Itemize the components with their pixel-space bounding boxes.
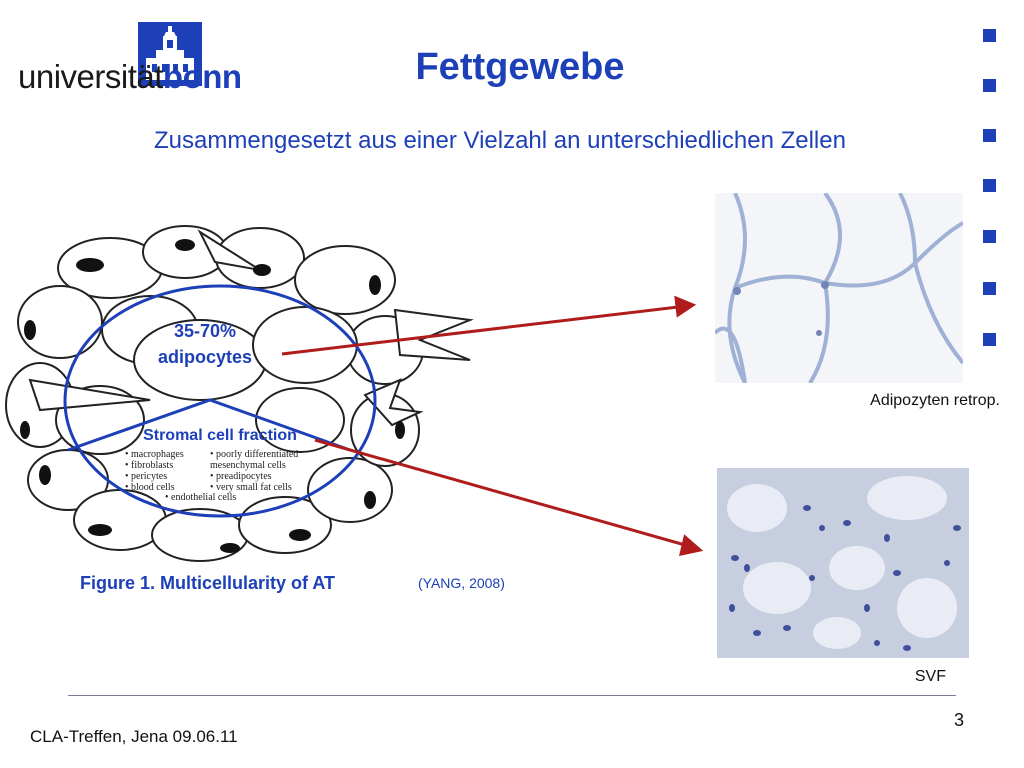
stromal-item: • very small fat cells [210, 482, 292, 493]
stromal-item: • macrophages [125, 449, 184, 460]
side-bullet-square [983, 79, 996, 92]
footer-divider [68, 695, 956, 696]
stromal-item: • fibroblasts [125, 460, 174, 471]
page-number: 3 [953, 710, 964, 730]
logo-wordmark: universitätbonn [18, 58, 242, 95]
svf-micrograph [717, 468, 969, 658]
stromal-item: • endothelial cells [165, 492, 237, 503]
arrowhead [676, 298, 693, 315]
side-bullet-square [983, 29, 996, 42]
adipocyte-micrograph [715, 193, 963, 383]
stromal-item: mesenchymal cells [210, 460, 286, 471]
cell-outline [253, 307, 357, 383]
slide-subtitle: Zusammengesetzt aus einer Vielzahl an unterschiedlichen Zellen [154, 127, 846, 154]
stromal-item: • pericytes [125, 471, 168, 482]
adipose-tissue-diagram [0, 210, 720, 570]
svf-image-caption: SVF [914, 668, 946, 685]
side-bullet-square [983, 333, 996, 346]
adipocyte-label: adipocytes [157, 347, 253, 367]
adipocyte-image-caption: Adipozyten retrop. [870, 392, 1000, 409]
side-bullet-square [983, 230, 996, 243]
side-bullet-square [983, 282, 996, 295]
footer-text: CLA-Treffen, Jena 09.06.11 [30, 727, 238, 746]
side-bullet-square [983, 129, 996, 142]
arrowhead [681, 537, 700, 554]
stromal-item: • blood cells [125, 482, 175, 493]
adipocyte-percent: 35-70% [173, 321, 237, 341]
figure-reference: (YANG, 2008) [418, 575, 505, 591]
slide-title: Fettgewebe [415, 46, 625, 88]
stromal-item: • preadipocytes [210, 471, 272, 482]
side-bullet-square [983, 179, 996, 192]
stromal-title: Stromal cell fraction [143, 427, 297, 444]
figure-caption: Figure 1. Multicellularity of AT [80, 573, 336, 593]
stromal-item: • poorly differentiated [210, 449, 299, 460]
